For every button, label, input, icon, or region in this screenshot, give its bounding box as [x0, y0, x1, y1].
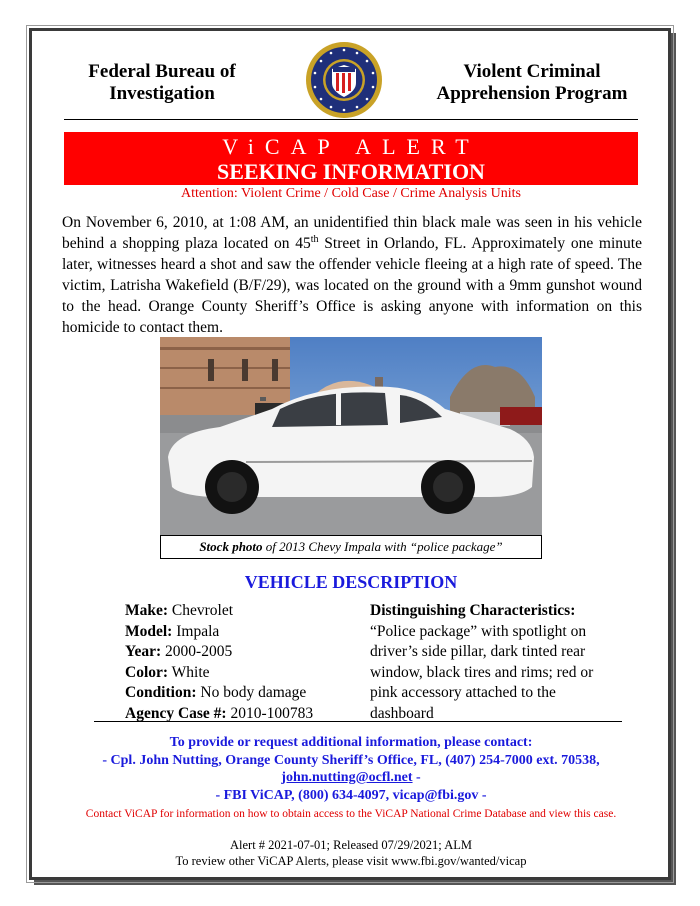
detail-label: Condition: [125, 684, 197, 701]
vehicle-description-title: VEHICLE DESCRIPTION [244, 572, 458, 592]
characteristics-label: Distinguishing Characteristics: [370, 602, 576, 619]
alert-number: Alert # 2021-07-01; Released 07/29/2021; ALM [230, 838, 472, 852]
detail-label: Model: [125, 622, 173, 640]
attention-line: Attention: Violent Crime / Cold Case / Crime Analysis Units [181, 186, 521, 201]
agency-name [72, 61, 252, 105]
contact-fbi: - FBI ViCAP, (800) 634-4097, vicap@fbi.gov - [215, 787, 487, 803]
program-name [432, 61, 632, 105]
section-divider [94, 721, 622, 722]
detail-label: Make: [125, 602, 169, 619]
summary-text-2: Street in Orlando, FL. Approximately one minute later, witnesses heard a shot and saw the offender vehicle fleeing at a high rate of speed. The victim, Latrisha Wakefield (B/F/29), was located on the ground with a 9mm gunshot wound to the head. Orange County Sheriff’s Office is asking anyone with information on this homicide to contact them. [62, 235, 642, 336]
agency-name-line1: Federal Bureau of [88, 61, 236, 82]
distinguishing-characteristics [370, 601, 598, 724]
contact-sheriff: - Cpl. John Nutting, Orange County Sheriff’s Office, FL, (407) 254-7000 ext. 70538, [102, 752, 600, 768]
contact-block [64, 734, 638, 804]
detail-value: Chevrolet [168, 602, 234, 619]
detail-label: Year: [125, 643, 162, 660]
detail-value: No body damage [196, 684, 307, 701]
alert-banner [64, 132, 638, 185]
detail-value: Impala [172, 622, 220, 640]
database-notice: Contact ViCAP for information on how to obtain access to the ViCAP National Crime Database and view this case. [85, 808, 617, 820]
sheriff-email-link[interactable]: john.nutting@ocfl.net [281, 770, 413, 785]
agency-name-line2: Investigation [109, 83, 215, 104]
detail-color [125, 663, 365, 684]
vehicle-photo [160, 337, 542, 535]
caption-label: Stock photo [199, 539, 263, 554]
email-suffix: - [412, 770, 421, 785]
banner-title: ViCAP ALERT [222, 134, 480, 159]
detail-label: Color: [125, 663, 169, 681]
vehicle-details [125, 601, 365, 724]
alert-footer [64, 837, 638, 869]
banner-subtitle: SEEKING INFORMATION [217, 159, 485, 184]
detail-model [125, 622, 365, 643]
review-alerts-line: To review other ViCAP Alerts, please visit www.fbi.gov/wanted/vicap [175, 854, 527, 868]
summary-text-1: On November 6, 2010, at 1:08 AM, an unidentified thin black male was seen in his vehicle behind a shopping plaza located on 45 [62, 214, 642, 252]
contact-intro: To provide or request additional information, please contact: [169, 735, 533, 750]
detail-value: White [168, 663, 210, 681]
photo-caption [160, 535, 542, 559]
detail-condition [125, 683, 365, 704]
detail-year [125, 642, 365, 663]
header-divider [64, 119, 638, 120]
contact-email-row [64, 769, 638, 787]
detail-value: 2010-100783 [226, 704, 314, 722]
detail-label: Agency Case #: [125, 704, 227, 722]
detail-value: 2000-2005 [161, 643, 233, 660]
caption-text: of 2013 Chevy Impala with “police package” [262, 539, 503, 554]
detail-make [125, 601, 365, 622]
case-summary [62, 212, 642, 338]
program-name-line2: Apprehension Program [436, 83, 628, 104]
fbi-seal-icon [305, 41, 383, 119]
summary-superscript: th [310, 233, 319, 245]
alert-page [29, 28, 671, 880]
program-name-line1: Violent Criminal [463, 61, 601, 82]
characteristics-text: “Police package” with spotlight on driver’s side pillar, dark tinted rear window, black tires and rims; red or pink accessory attached to the dashboard [370, 622, 594, 722]
